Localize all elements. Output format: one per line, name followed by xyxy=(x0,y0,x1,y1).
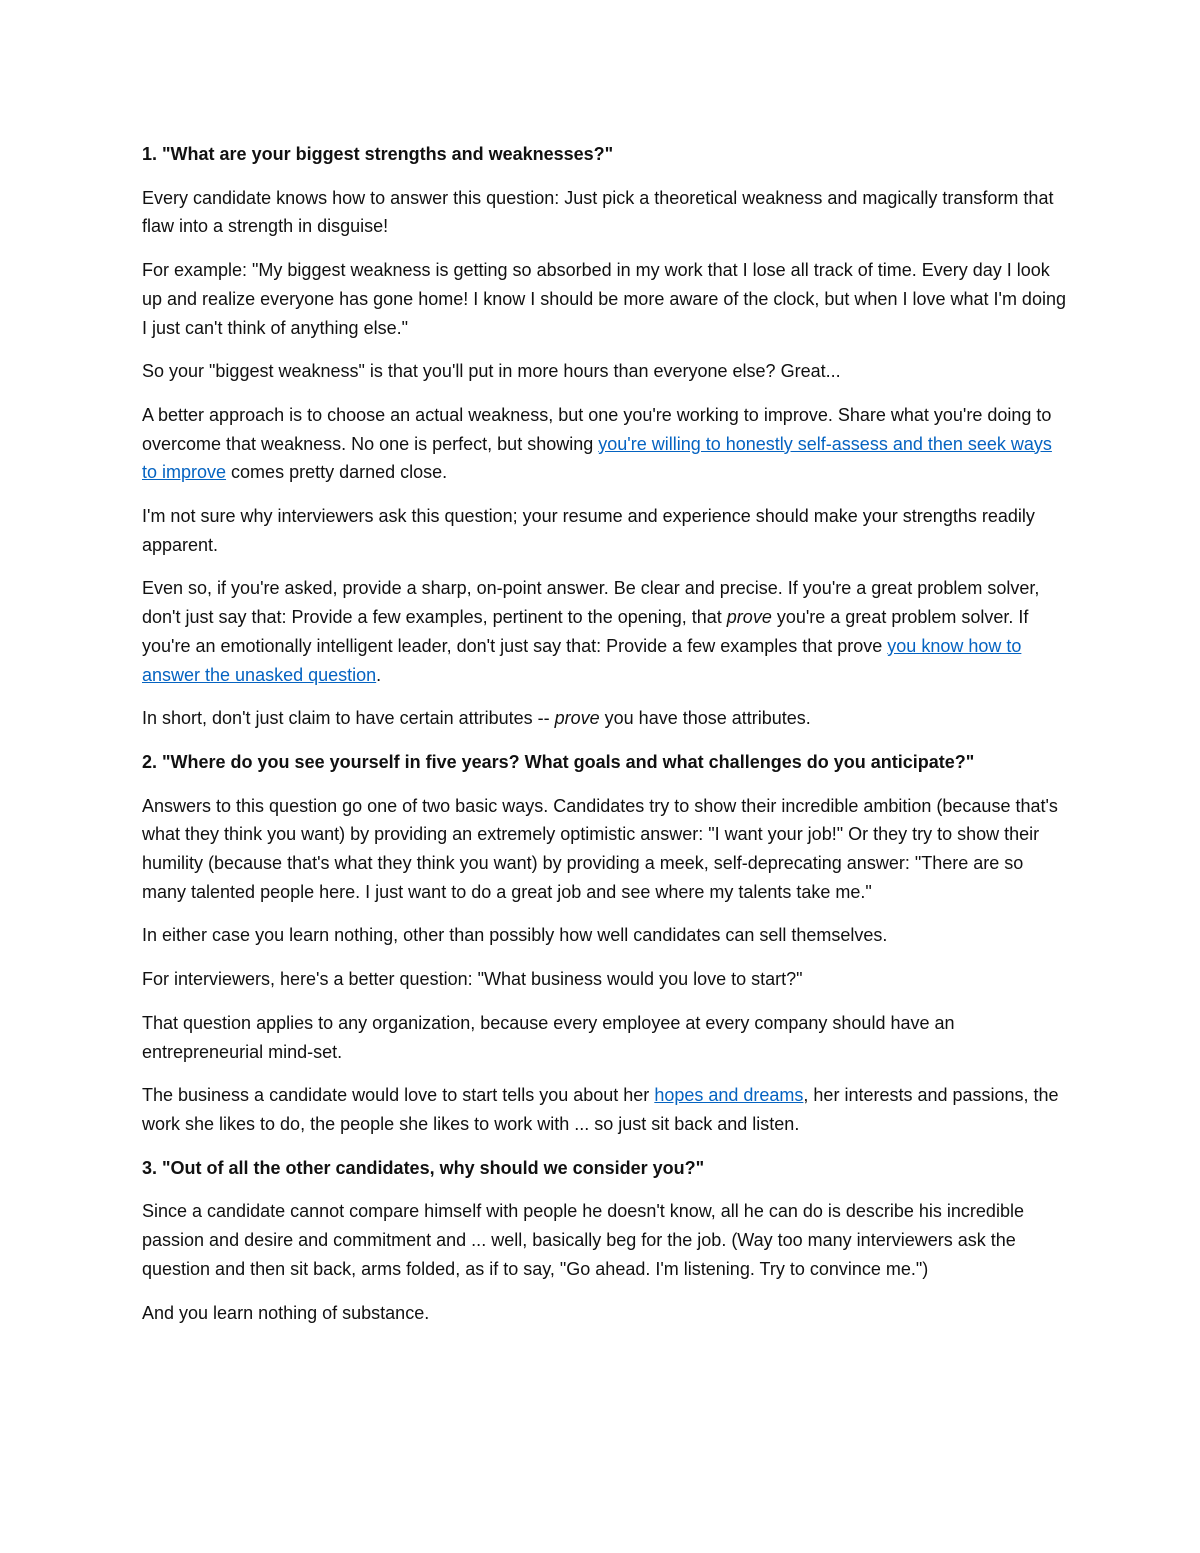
emphasis-prove: prove xyxy=(726,607,772,628)
paragraph-text: Even so, if you're asked, provide a sharp, on-point answer. Be clear and precise. If you're a great problem solver, don't just say that: Provide a few examples, pertinent to the opening, that xyxy=(142,578,1040,628)
emphasis-prove: prove xyxy=(554,708,600,729)
question-2-paragraph-5 xyxy=(142,1081,1067,1138)
paragraph-text: , her interests and passions, the work she likes to do, the people she likes to work with ... so just sit back and listen. xyxy=(142,1085,1059,1134)
question-2-paragraph-1: Answers to this question go one of two basic ways. Candidates try to show their incredible ambition (because that's what they think you want) by providing an extremely optimistic answer: "I want your job!" Or they try to show their humility (because that's what they think you want) by providing a meek, self-deprecating answer: "There are so many talented people here. I just want to do a great job and see where my talents take me." xyxy=(142,795,1058,902)
question-1-paragraph-6 xyxy=(142,574,1067,689)
document-page xyxy=(142,140,1067,1342)
question-1-paragraph-2: For example: "My biggest weakness is getting so absorbed in my work that I lose all track of time. Every day I look up and realize everyone has gone home! I know I should be more aware of the clock, but when I love what I'm doing I just can't think of anything else." xyxy=(142,260,1066,338)
paragraph-text: A better approach is to choose an actual weakness, but one you're working to improve. Share what you're doing to overcome that weakness. No one is perfect, but showing xyxy=(142,404,1052,454)
question-3-paragraph-2: And you learn nothing of substance. xyxy=(142,1302,430,1323)
question-1-paragraph-5: I'm not sure why interviewers ask this question; your resume and experience should make your strengths readily apparent. xyxy=(142,506,1035,555)
question-1-paragraph-7 xyxy=(142,704,1067,733)
question-1-paragraph-4 xyxy=(142,401,1067,487)
question-3-paragraph-1: Since a candidate cannot compare himself with people he doesn't know, all he can do is describe his incredible passion and desire and commitment and ... well, basically beg for the job. (Way too many interviewers ask the question and then sit back, arms folded, as if to say, "Go ahead. I'm listening. Try to convince me.") xyxy=(142,1201,1024,1279)
question-1-heading: 1. "What are your biggest strengths and weaknesses?" xyxy=(142,144,614,164)
paragraph-text: The business a candidate would love to start tells you about her xyxy=(142,1085,655,1106)
paragraph-text: comes pretty darned close. xyxy=(226,462,448,483)
question-1-paragraph-3: So your "biggest weakness" is that you'll put in more hours than everyone else? Great... xyxy=(142,361,841,382)
hopes-and-dreams-link[interactable]: hopes and dreams xyxy=(654,1085,804,1106)
paragraph-text: you're a great problem solver. If you're an emotionally intelligent leader, don't just say that: Provide a few examples that prove xyxy=(142,607,1029,656)
question-2-paragraph-2: In either case you learn nothing, other than possibly how well candidates can sell themselves. xyxy=(142,925,888,946)
unasked-question-link[interactable]: you know how to answer the unasked question xyxy=(142,635,1022,685)
self-assess-link[interactable]: you're willing to honestly self-assess and then seek ways to improve xyxy=(142,433,1052,483)
question-1-paragraph-1: Every candidate knows how to answer this question: Just pick a theoretical weakness and magically transform that flaw into a strength in disguise! xyxy=(142,187,1054,237)
paragraph-text: you have those attributes. xyxy=(599,708,811,729)
question-3-heading: 3. "Out of all the other candidates, why should we consider you?" xyxy=(142,1157,705,1178)
paragraph-text: In short, don't just claim to have certain attributes -- xyxy=(142,708,555,729)
paragraph-text: . xyxy=(376,664,382,685)
question-2-paragraph-3: For interviewers, here's a better question: "What business would you love to start?" xyxy=(142,969,803,990)
question-2-paragraph-4: That question applies to any organization, because every employee at every company should have an entrepreneurial mind-set. xyxy=(142,1012,955,1062)
question-2-heading: 2. "Where do you see yourself in five years? What goals and what challenges do you anticipate?" xyxy=(142,751,975,772)
